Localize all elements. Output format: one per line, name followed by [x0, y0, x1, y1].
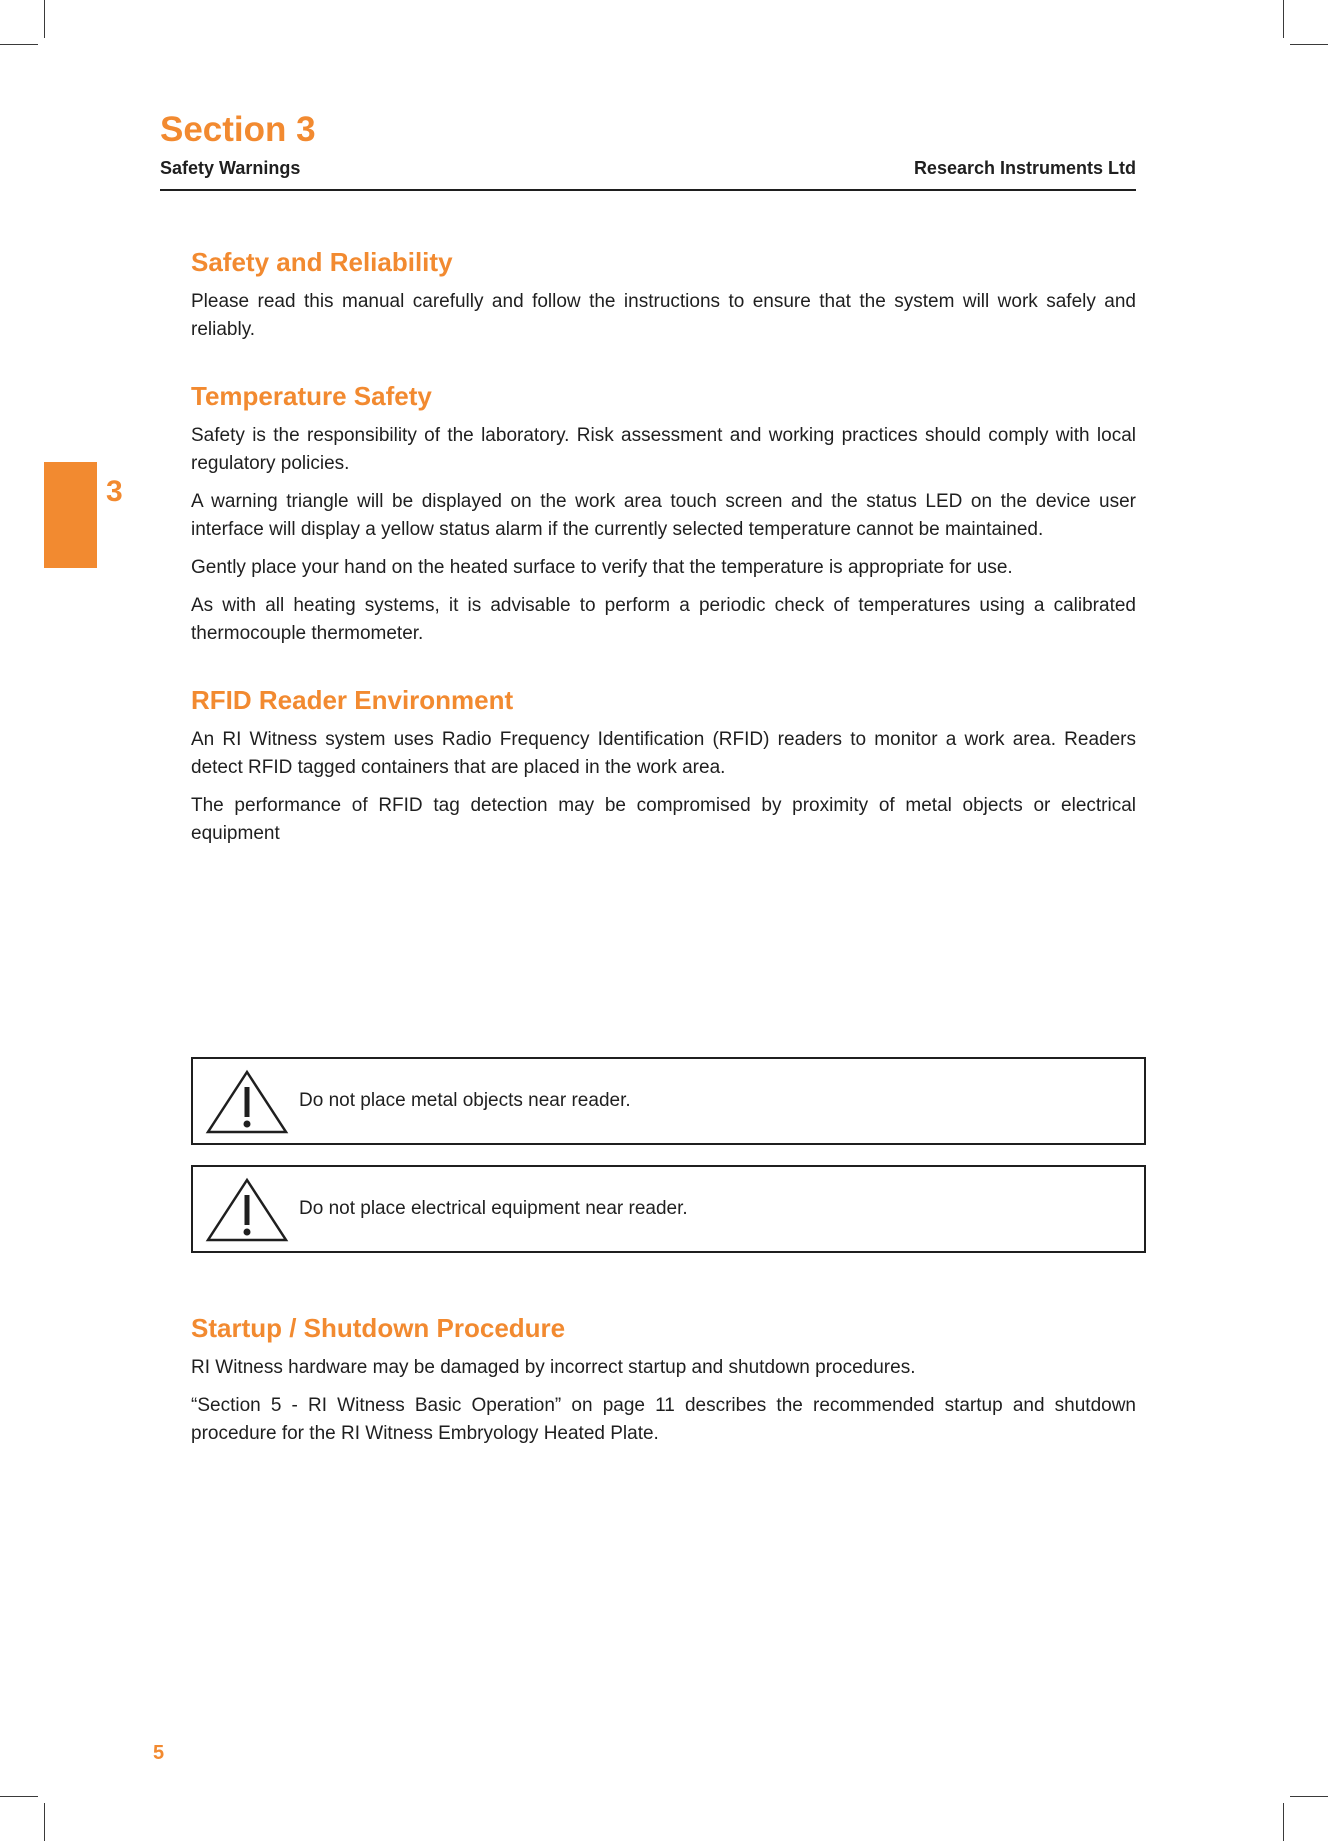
warning-box — [191, 1165, 1146, 1253]
main-content-lower — [191, 1306, 1136, 1448]
crop-mark — [1290, 1796, 1328, 1797]
section-title: Section 3 — [160, 110, 316, 149]
warning-text: Do not place electrical equipment near reader. — [299, 1198, 688, 1219]
crop-mark — [1283, 0, 1284, 38]
header-company-label: Research Instruments Ltd — [913, 158, 1136, 178]
section-heading: RFID Reader Environment — [191, 685, 514, 715]
body-paragraph: As with all heating systems, it is advisable to perform a periodic check of temperatures using a calibrated thermocouple thermometer. — [191, 595, 1136, 644]
section-side-tab — [44, 462, 97, 568]
main-content — [191, 240, 1136, 848]
crop-mark — [0, 44, 38, 45]
warning-triangle-icon — [205, 1177, 289, 1243]
body-paragraph: The performance of RFID tag detection may be compromised by proximity of metal objects or electrical equipment — [191, 795, 1136, 844]
section-heading: Safety and Reliability — [191, 247, 453, 277]
body-paragraph: Gently place your hand on the heated surface to verify that the temperature is appropriate for use. — [191, 557, 1013, 578]
header-divider — [160, 189, 1136, 191]
body-paragraph: “Section 5 - RI Witness Basic Operation” on page 11 describes the recommended startup and shutdown procedure for the RI Witness Embryology Heated Plate. — [191, 1395, 1136, 1444]
section-tab-number: 3 — [106, 475, 123, 508]
body-paragraph: A warning triangle will be displayed on the work area touch screen and the status LED on the device user interface will display a yellow status alarm if the currently selected temperature cannot be maintained. — [191, 491, 1136, 540]
page-number: 5 — [153, 1742, 165, 1764]
body-paragraph: Safety is the responsibility of the laboratory. Risk assessment and working practices should comply with local regulatory policies. — [191, 425, 1136, 474]
body-paragraph: An RI Witness system uses Radio Frequency Identification (RFID) readers to monitor a work area. Readers detect RFID tagged containers that are placed in the work area. — [191, 729, 1136, 778]
crop-mark — [0, 1796, 38, 1797]
section-heading: Temperature Safety — [191, 381, 432, 411]
section-heading: Startup / Shutdown Procedure — [191, 1313, 566, 1343]
warning-box — [191, 1057, 1146, 1145]
crop-mark — [1290, 44, 1328, 45]
body-paragraph: RI Witness hardware may be damaged by incorrect startup and shutdown procedures. — [191, 1357, 916, 1378]
crop-mark — [44, 0, 45, 38]
header-chapter-label: Safety Warnings — [160, 158, 301, 178]
warning-triangle-icon — [205, 1069, 289, 1135]
crop-mark — [44, 1803, 45, 1841]
warning-text: Do not place metal objects near reader. — [299, 1090, 631, 1111]
crop-mark — [1283, 1803, 1284, 1841]
body-paragraph: Please read this manual carefully and follow the instructions to ensure that the system will work safely and reliably. — [191, 291, 1136, 340]
